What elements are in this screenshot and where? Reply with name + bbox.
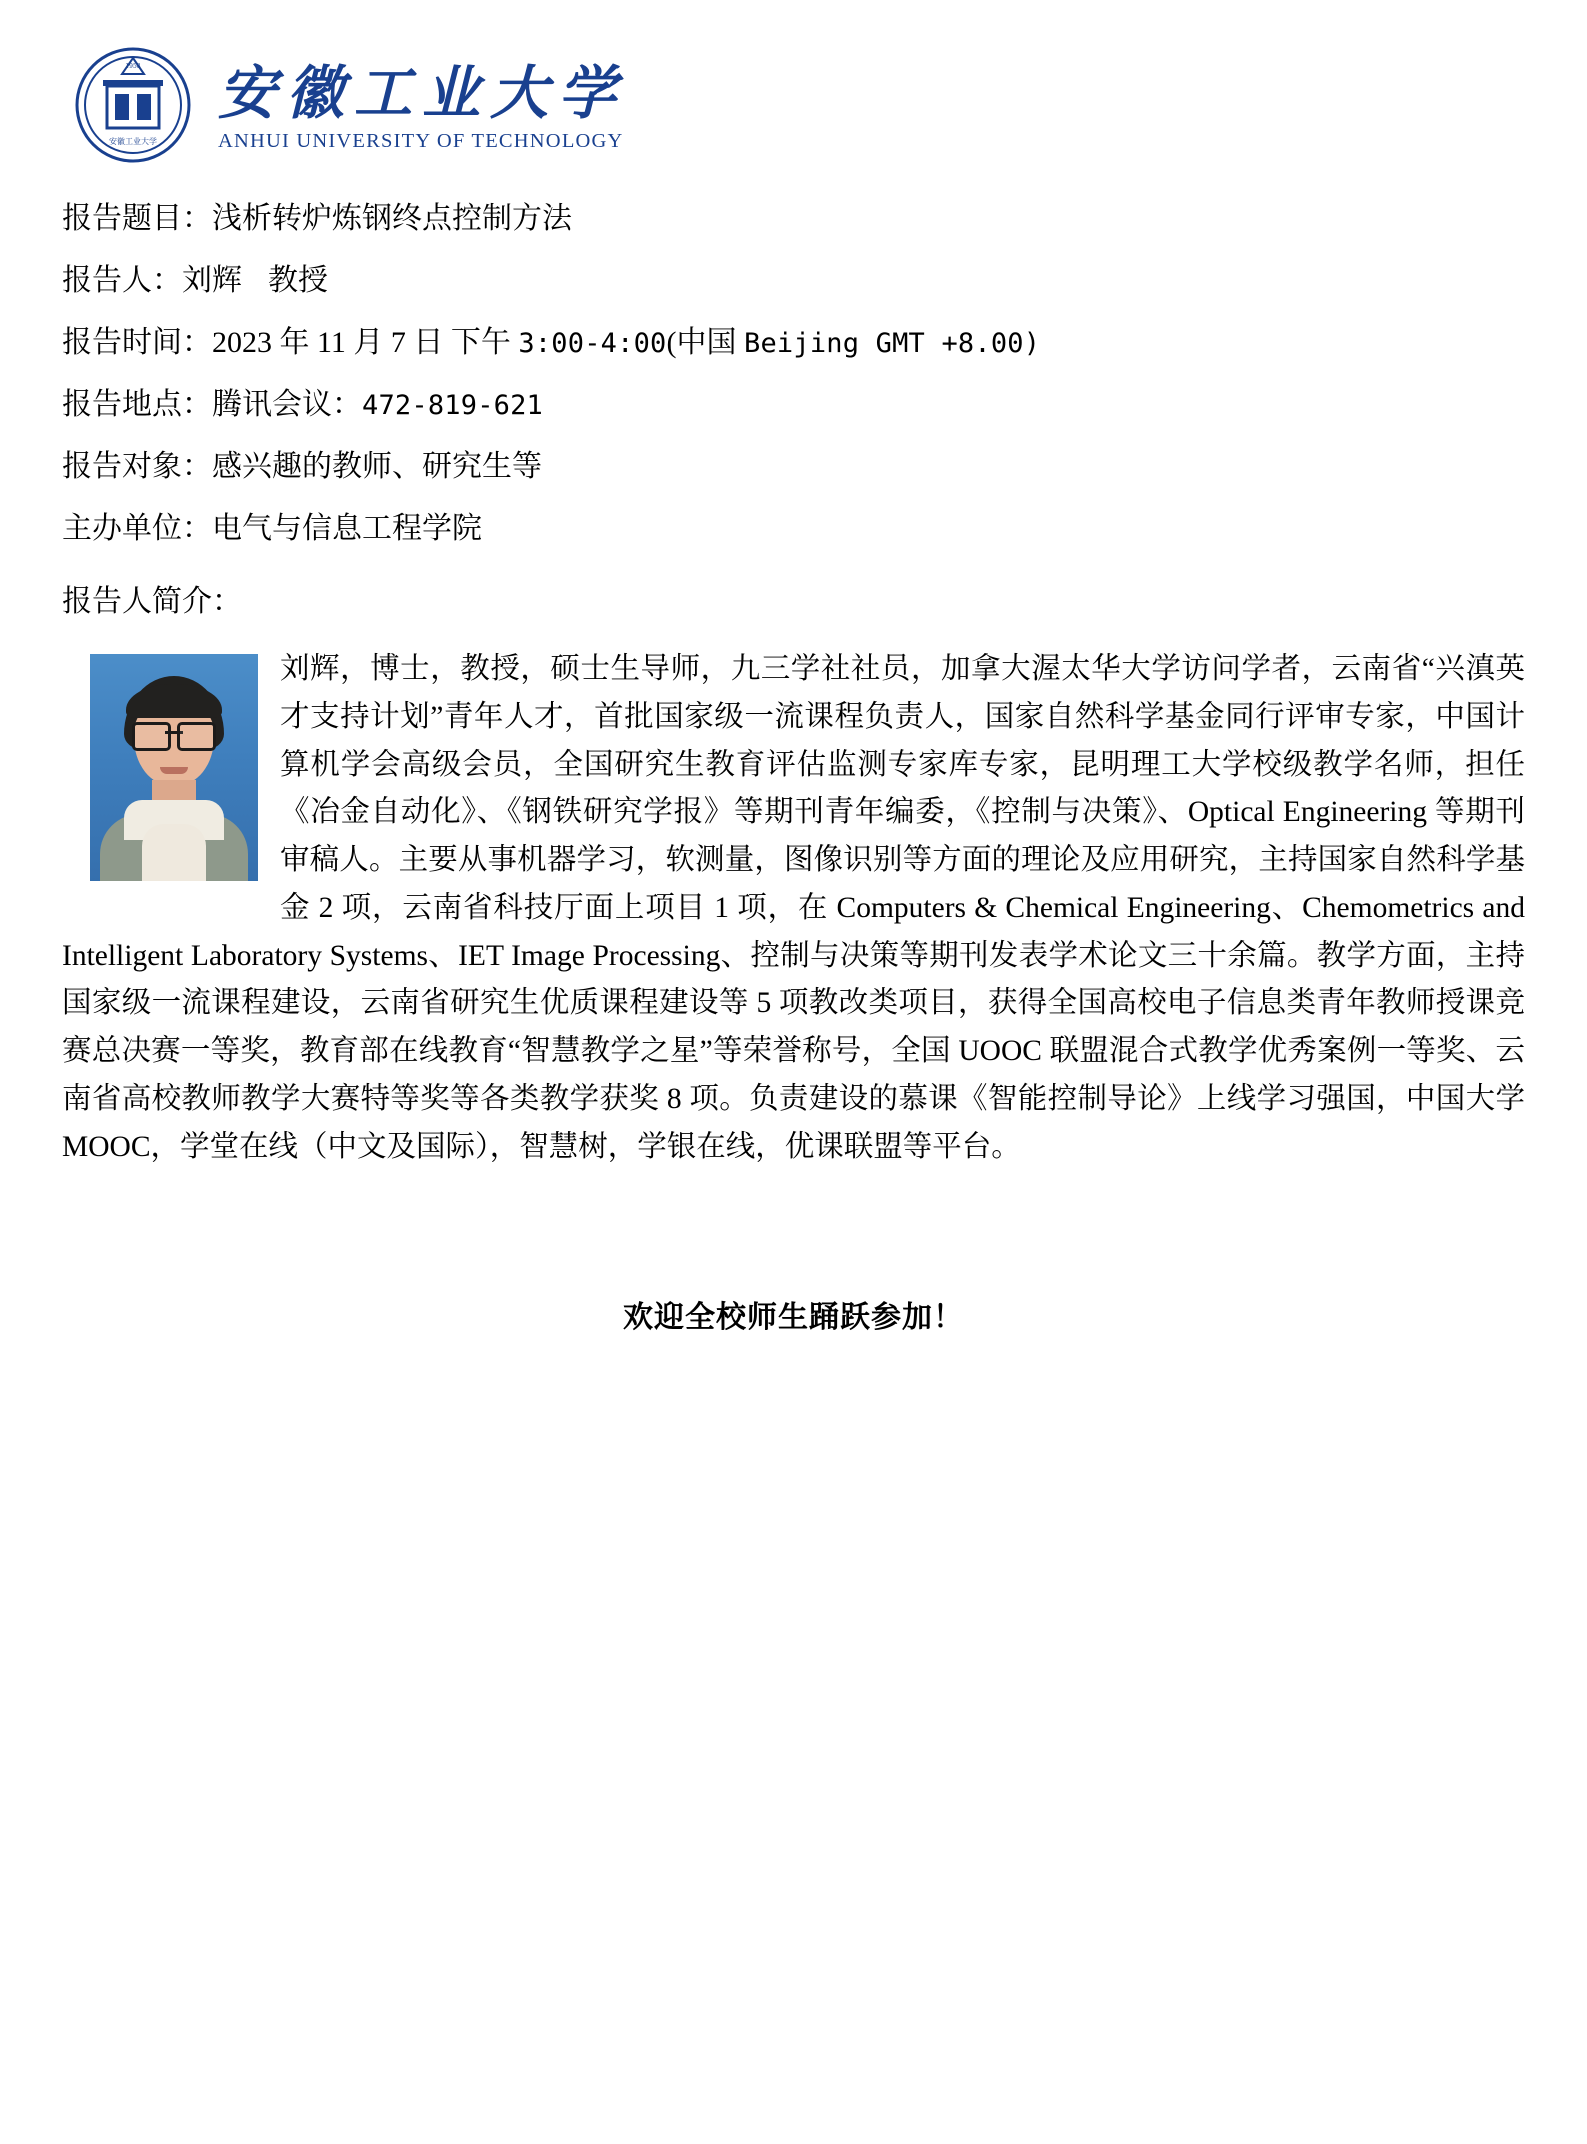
university-wordmark [218,57,626,154]
value-time-clock: 3:00-4:00 [518,328,667,359]
label-audience: 报告对象： [62,450,212,483]
label-speaker: 报告人： [62,264,182,297]
value-audience: 感兴趣的教师、研究生等 [212,450,542,483]
value-speaker-name: 刘辉 [182,264,242,297]
bio-paragraph: 刘辉，博士，教授，硕士生导师，九三学社社员，加拿大渥太华大学访问学者，云南省“兴滇英才支持计划”青年人才，首批国家级一流课程负责人，国家自然科学基金同行评审专家，中国计算机学会高级会员，全国研究生教育评估监测专家库专家，昆明理工大学校级教学名师，担任《冶金自动化》、《钢铁研究学报》等期刊青年编委，《控制与决策》、Optical Engineering 等期刊审稿人。主要从事机器学习，软测量，图像识别等方面的理论及应用研究，主持国家自然科学基金 2 项，云南省科技厅面上项目 1 项，在 Computers & Chemical Engineering、Chemometrics and Intelligent Laboratory Systems、IET Image Processing、控制与决策等期刊发表学术论文三十余篇。教学方面，主持国家级一流课程建设，云南省研究生优质课程建设等 5 项教改类项目，获得全国高校电子信息类青年教师授课竞赛总决赛一等奖，教育部在线教育“智慧教学之星”等荣誉称号，全国 UOOC 联盟混合式教学优秀案例一等奖、云南省高校教师教学大赛特等奖等各类教学获奖 8 项。负责建设的慕课《智能控制导论》上线学习强国，中国大学 MOOC，学堂在线（中文及国际），智慧树，学银在线，优课联盟等平台。 [62,653,1525,1163]
value-time-tz-cn: (中国 [666,326,744,359]
bio-heading: 报告人简介： [62,585,242,618]
label-organizer: 主办单位： [62,512,212,545]
portrait-lens-right [177,722,216,751]
info-row-audience [62,452,1525,482]
value-time-tz-en: Beijing GMT +8.00) [744,328,1041,359]
portrait-mouth [160,767,188,774]
label-place: 报告地点： [62,388,212,421]
university-name-cn: 安徽工业大学 [218,58,627,127]
value-meeting-id: 472-819-621 [362,390,544,421]
value-time-date: 2023 年 11 月 7 日 下午 [212,326,519,359]
info-row-place [62,390,1525,420]
value-place-platform: 腾讯会议： [212,388,362,421]
info-row-title [62,204,1525,234]
value-speaker-rank: 教授 [268,264,328,297]
label-title: 报告题目： [62,202,212,235]
lecture-info [62,204,1525,620]
university-name-en: ANHUI UNIVERSITY OF TECHNOLOGY [218,130,624,153]
footer-invitation: 欢迎全校师生踊跃参加！ [623,1300,964,1334]
portrait-lens-left [132,722,171,751]
info-row-organizer [62,514,1525,544]
university-crest-icon [74,46,192,164]
portrait-shirt [142,824,206,881]
info-row-time [62,328,1525,358]
portrait-glasses [132,722,216,746]
svg-text:1958: 1958 [125,63,141,70]
speaker-bio [62,646,1525,1172]
value-organizer: 电气与信息工程学院 [212,512,482,545]
svg-text:安徽工业大学: 安徽工业大学 [109,137,157,146]
info-row-speaker [62,266,1525,296]
label-time: 报告时间： [62,326,212,359]
value-title: 浅析转炉炼钢终点控制方法 [212,202,572,235]
university-header [62,46,1525,164]
speaker-portrait [90,654,258,881]
